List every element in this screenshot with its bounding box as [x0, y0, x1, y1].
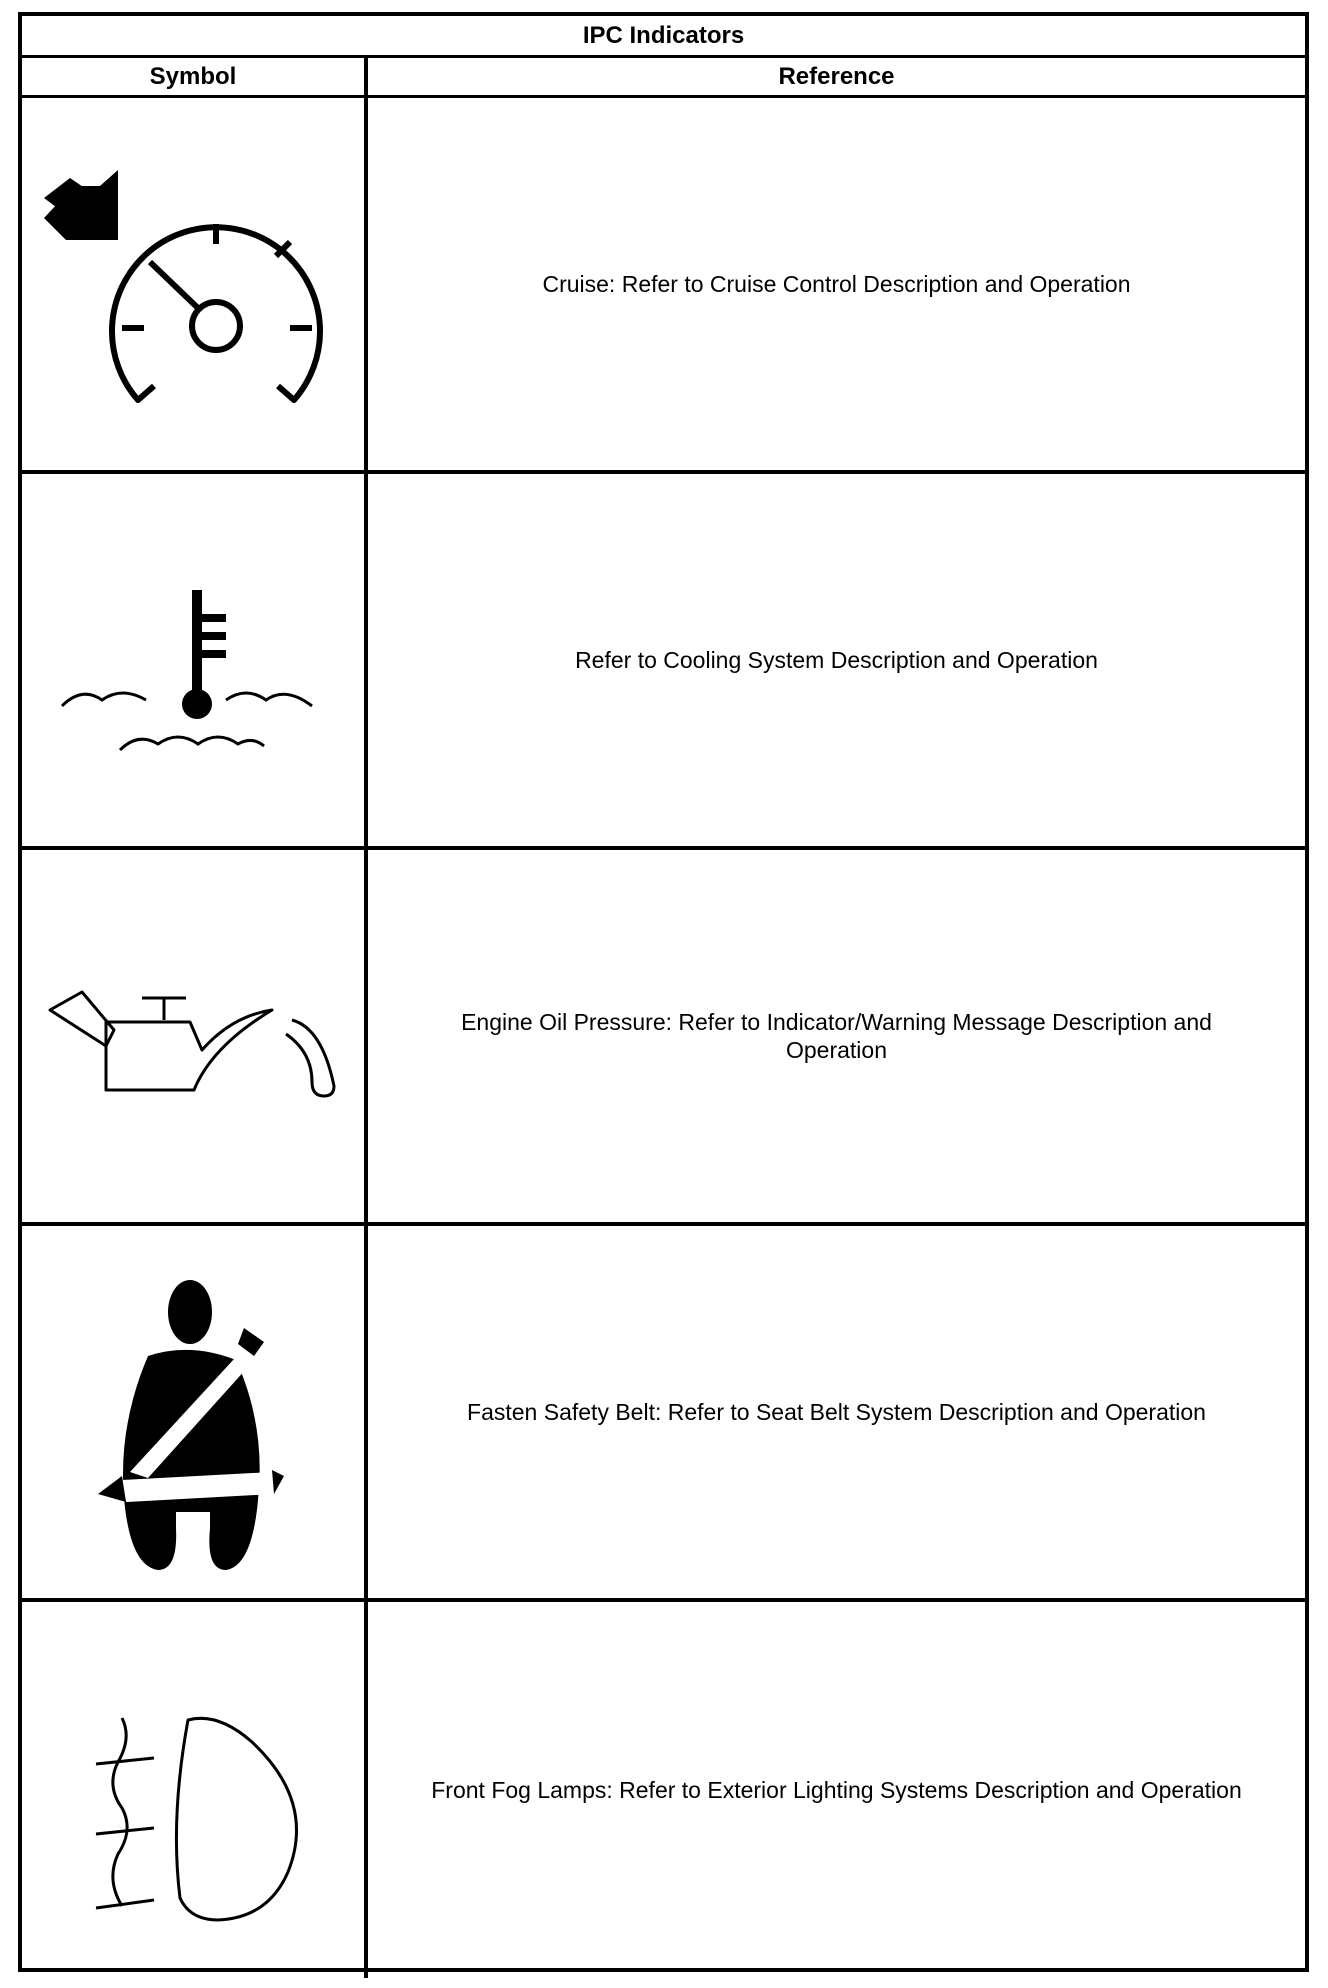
- ipc-indicators-table: [18, 12, 1309, 1972]
- symbol-cell: [22, 98, 368, 470]
- table-body: [22, 98, 1305, 1968]
- table-row: [22, 1226, 1305, 1602]
- symbol-cell: [22, 1226, 368, 1598]
- table-row: [22, 1602, 1305, 1978]
- symbol-column-header: Symbol: [22, 58, 368, 95]
- reference-cell: Front Fog Lamps: Refer to Exterior Lighting Systems Description and Operation: [431, 1777, 1242, 1803]
- symbol-cell: [22, 474, 368, 846]
- table-row: [22, 850, 1305, 1226]
- coolant-temperature-icon: [22, 474, 364, 846]
- table-header-row: [22, 58, 1305, 98]
- reference-cell: Refer to Cooling System Description and Operation: [575, 647, 1098, 673]
- reference-cell: Cruise: Refer to Cruise Control Description and Operation: [542, 271, 1131, 297]
- table-row: [22, 474, 1305, 850]
- table-title: IPC Indicators: [22, 16, 1305, 58]
- reference-cell: Fasten Safety Belt: Refer to Seat Belt System Description and Operation: [467, 1399, 1206, 1425]
- symbol-cell: [22, 1602, 368, 1978]
- front-fog-lamp-icon: [22, 1602, 364, 1974]
- oil-pressure-icon: [22, 850, 364, 1222]
- reference-column-header: Reference: [778, 62, 895, 90]
- reference-cell: Engine Oil Pressure: Refer to Indicator/Warning Message Description and Operation: [461, 1009, 1212, 1063]
- symbol-cell: [22, 850, 368, 1222]
- table-row: [22, 98, 1305, 474]
- cruise-control-icon: [22, 98, 364, 470]
- seat-belt-icon: [22, 1226, 364, 1598]
